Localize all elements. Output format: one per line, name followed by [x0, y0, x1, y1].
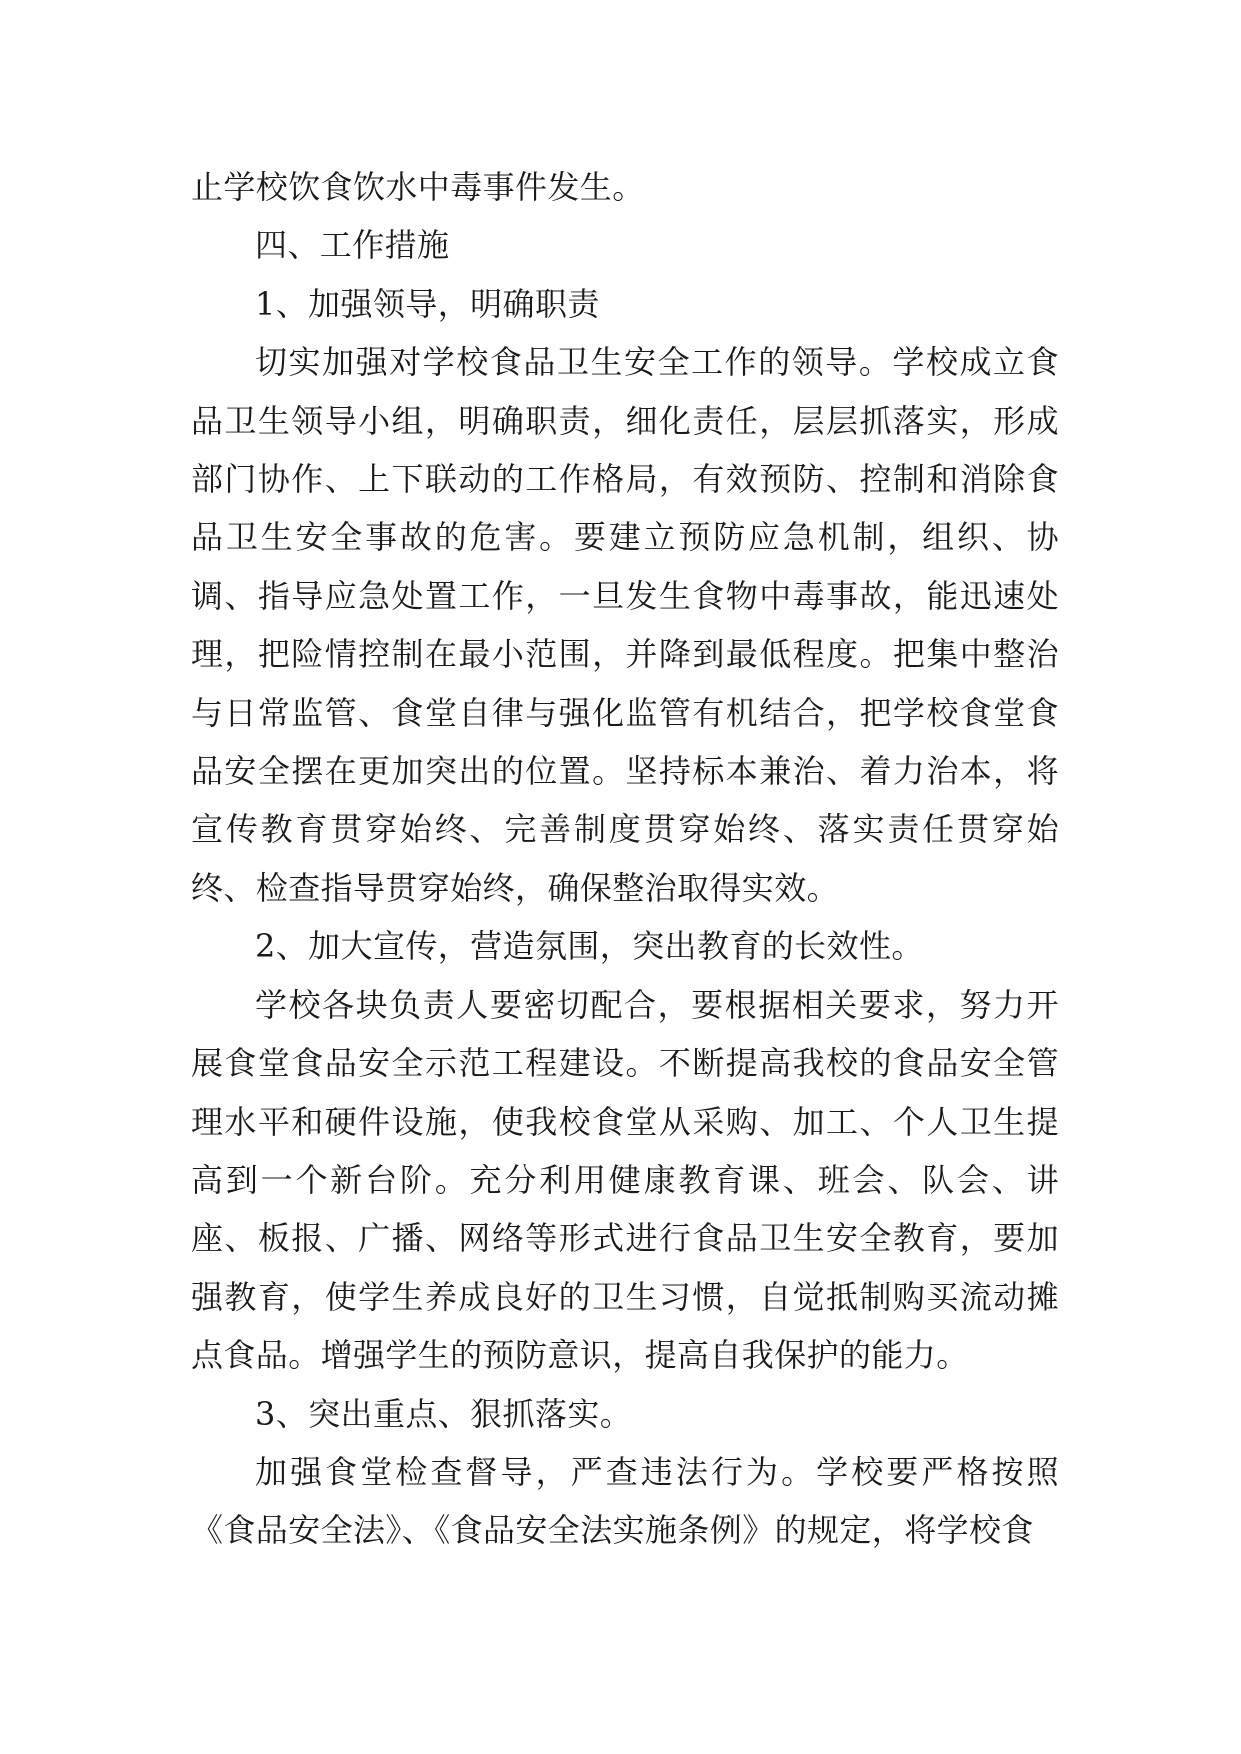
subheading-publicity: 2、加大宣传，营造氛围，突出教育的长效性。 [255, 927, 924, 966]
section-heading-measures: 四、工作措施 [255, 226, 450, 265]
paragraph-inspection: 加强食堂检查督导，严查违法行为。学校要严格按照《食品安全法》、《食品安全法实施条例》的规定，将学校食 [191, 1452, 1059, 1550]
paragraph-publicity: 学校各块负责人要密切配合，要根据相关要求，努力开展食堂食品安全示范工程建设。不断提高我校的食品安全管理水平和硬件设施，使我校食堂从采购、加工、个人卫生提高到一个新台阶。充分利用健康教育课、班会、队会、讲座、板报、广播、网络等形式进行食品卫生安全教育，要加强教育，使学生养成良好的卫生习惯，自觉抵制购买流动摊点食品。增强学生的预防意识，提高自我保护的能力。 [191, 985, 1059, 1375]
subheading-key-points: 3、突出重点、狠抓落实。 [255, 1394, 633, 1433]
paragraph-leadership: 切实加强对学校食品卫生安全工作的领导。学校成立食品卫生领导小组，明确职责，细化责任，层层抓落实，形成部门协作、上下联动的工作格局，有效预防、控制和消除食品卫生安全事故的危害。要建立预防应急机制，组织、协调、指导应急处置工作，一旦发生食物中毒事故，能迅速处理，把险情控制在最小范围，并降到最低程度。把集中整治与日常监管、食堂自律与强化监管有机结合，把学校食堂食品安全摆在更加突出的位置。坚持标本兼治、着力治本，将宣传教育贯穿始终、完善制度贯穿始终、落实责任贯穿始终、检查指导贯穿始终，确保整治取得实效。 [191, 343, 1059, 907]
paragraph-continued: 止学校饮食饮水中毒事件发生。 [191, 168, 645, 206]
document-body [191, 158, 1059, 1560]
subheading-leadership: 1、加强领导，明确职责 [255, 284, 600, 323]
